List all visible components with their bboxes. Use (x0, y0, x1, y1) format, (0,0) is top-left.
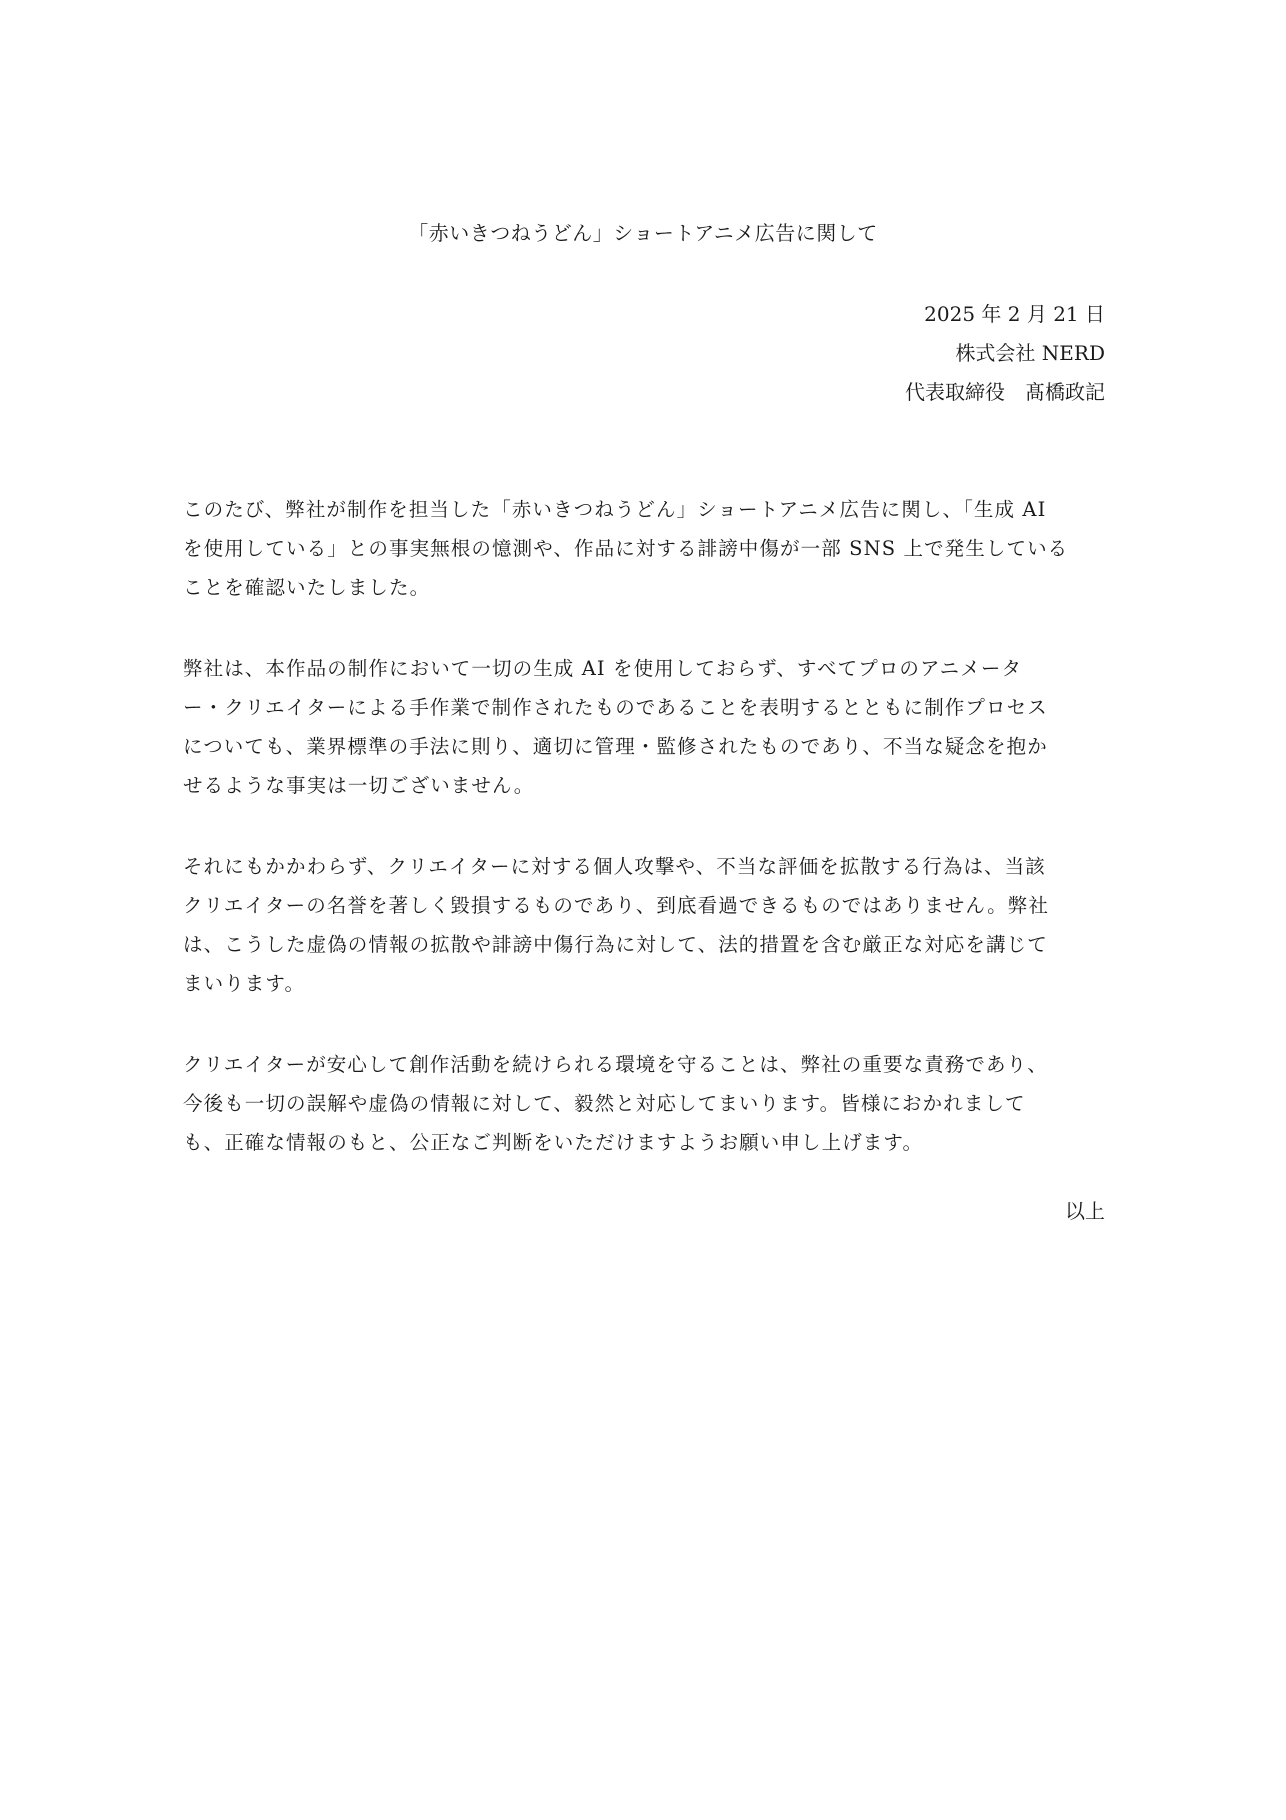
paragraph-line: せるような事実は一切ございません。 (183, 774, 535, 797)
paragraph-4 (183, 1045, 1105, 1162)
paragraph-line: は、こうした虚偽の情報の拡散や誹謗中傷行為に対して、法的措置を含む厳正な対応を講じて (183, 933, 1048, 956)
paragraph-line: このたび、弊社が制作を担当した「赤いきつねうどん」ショートアニメ広告に関し、「生成 AI (183, 498, 1047, 521)
issue-date: 2025 年 2 月 21 日 (924, 302, 1105, 326)
sender-block (905, 295, 1105, 412)
paragraph-line: まいります。 (183, 972, 306, 995)
company-name: 株式会社 NERD (955, 341, 1105, 365)
closing-word: 以上 (1065, 1199, 1105, 1223)
paragraph-line: についても、業界標準の手法に則り、適切に管理・監修されたものであり、不当な疑念を抱か (183, 735, 1048, 758)
paragraph-2 (183, 649, 1105, 805)
paragraph-1 (183, 490, 1105, 607)
paragraph-line: ことを確認いたしました。 (183, 576, 431, 599)
paragraph-line: 弊社は、本作品の制作において一切の生成 AI を使用しておらず、すべてプロのアニメータ (183, 657, 1023, 680)
paragraph-line: を使用している」との事実無根の憶測や、作品に対する誹謗中傷が一部 SNS 上で発生している (183, 537, 1069, 560)
paragraph-line: ー・クリエイターによる手作業で制作されたものであることを表明するとともに制作プロセス (183, 696, 1048, 719)
paragraph-line: クリエイターの名誉を著しく毀損するものであり、到底看過できるものではありません。弊社 (183, 894, 1049, 917)
paragraph-line: も、正確な情報のもと、公正なご判断をいただけますようお願い申し上げます。 (183, 1131, 924, 1154)
paragraph-3 (183, 847, 1105, 1003)
paragraph-line: 今後も一切の誤解や虚偽の情報に対して、毅然と対応してまいります。皆様におかれまして (183, 1092, 1026, 1115)
paragraph-line: クリエイターが安心して創作活動を続けられる環境を守ることは、弊社の重要な責務であり、 (183, 1053, 1048, 1076)
document-body (183, 490, 1105, 1204)
paragraph-line: それにもかかわらず、クリエイターに対する個人攻撃や、不当な評価を拡散する行為は、当該 (183, 855, 1046, 878)
document-title: 「赤いきつねうどん」ショートアニメ広告に関して (408, 221, 878, 245)
signatory: 代表取締役 髙橋政記 (905, 380, 1105, 404)
